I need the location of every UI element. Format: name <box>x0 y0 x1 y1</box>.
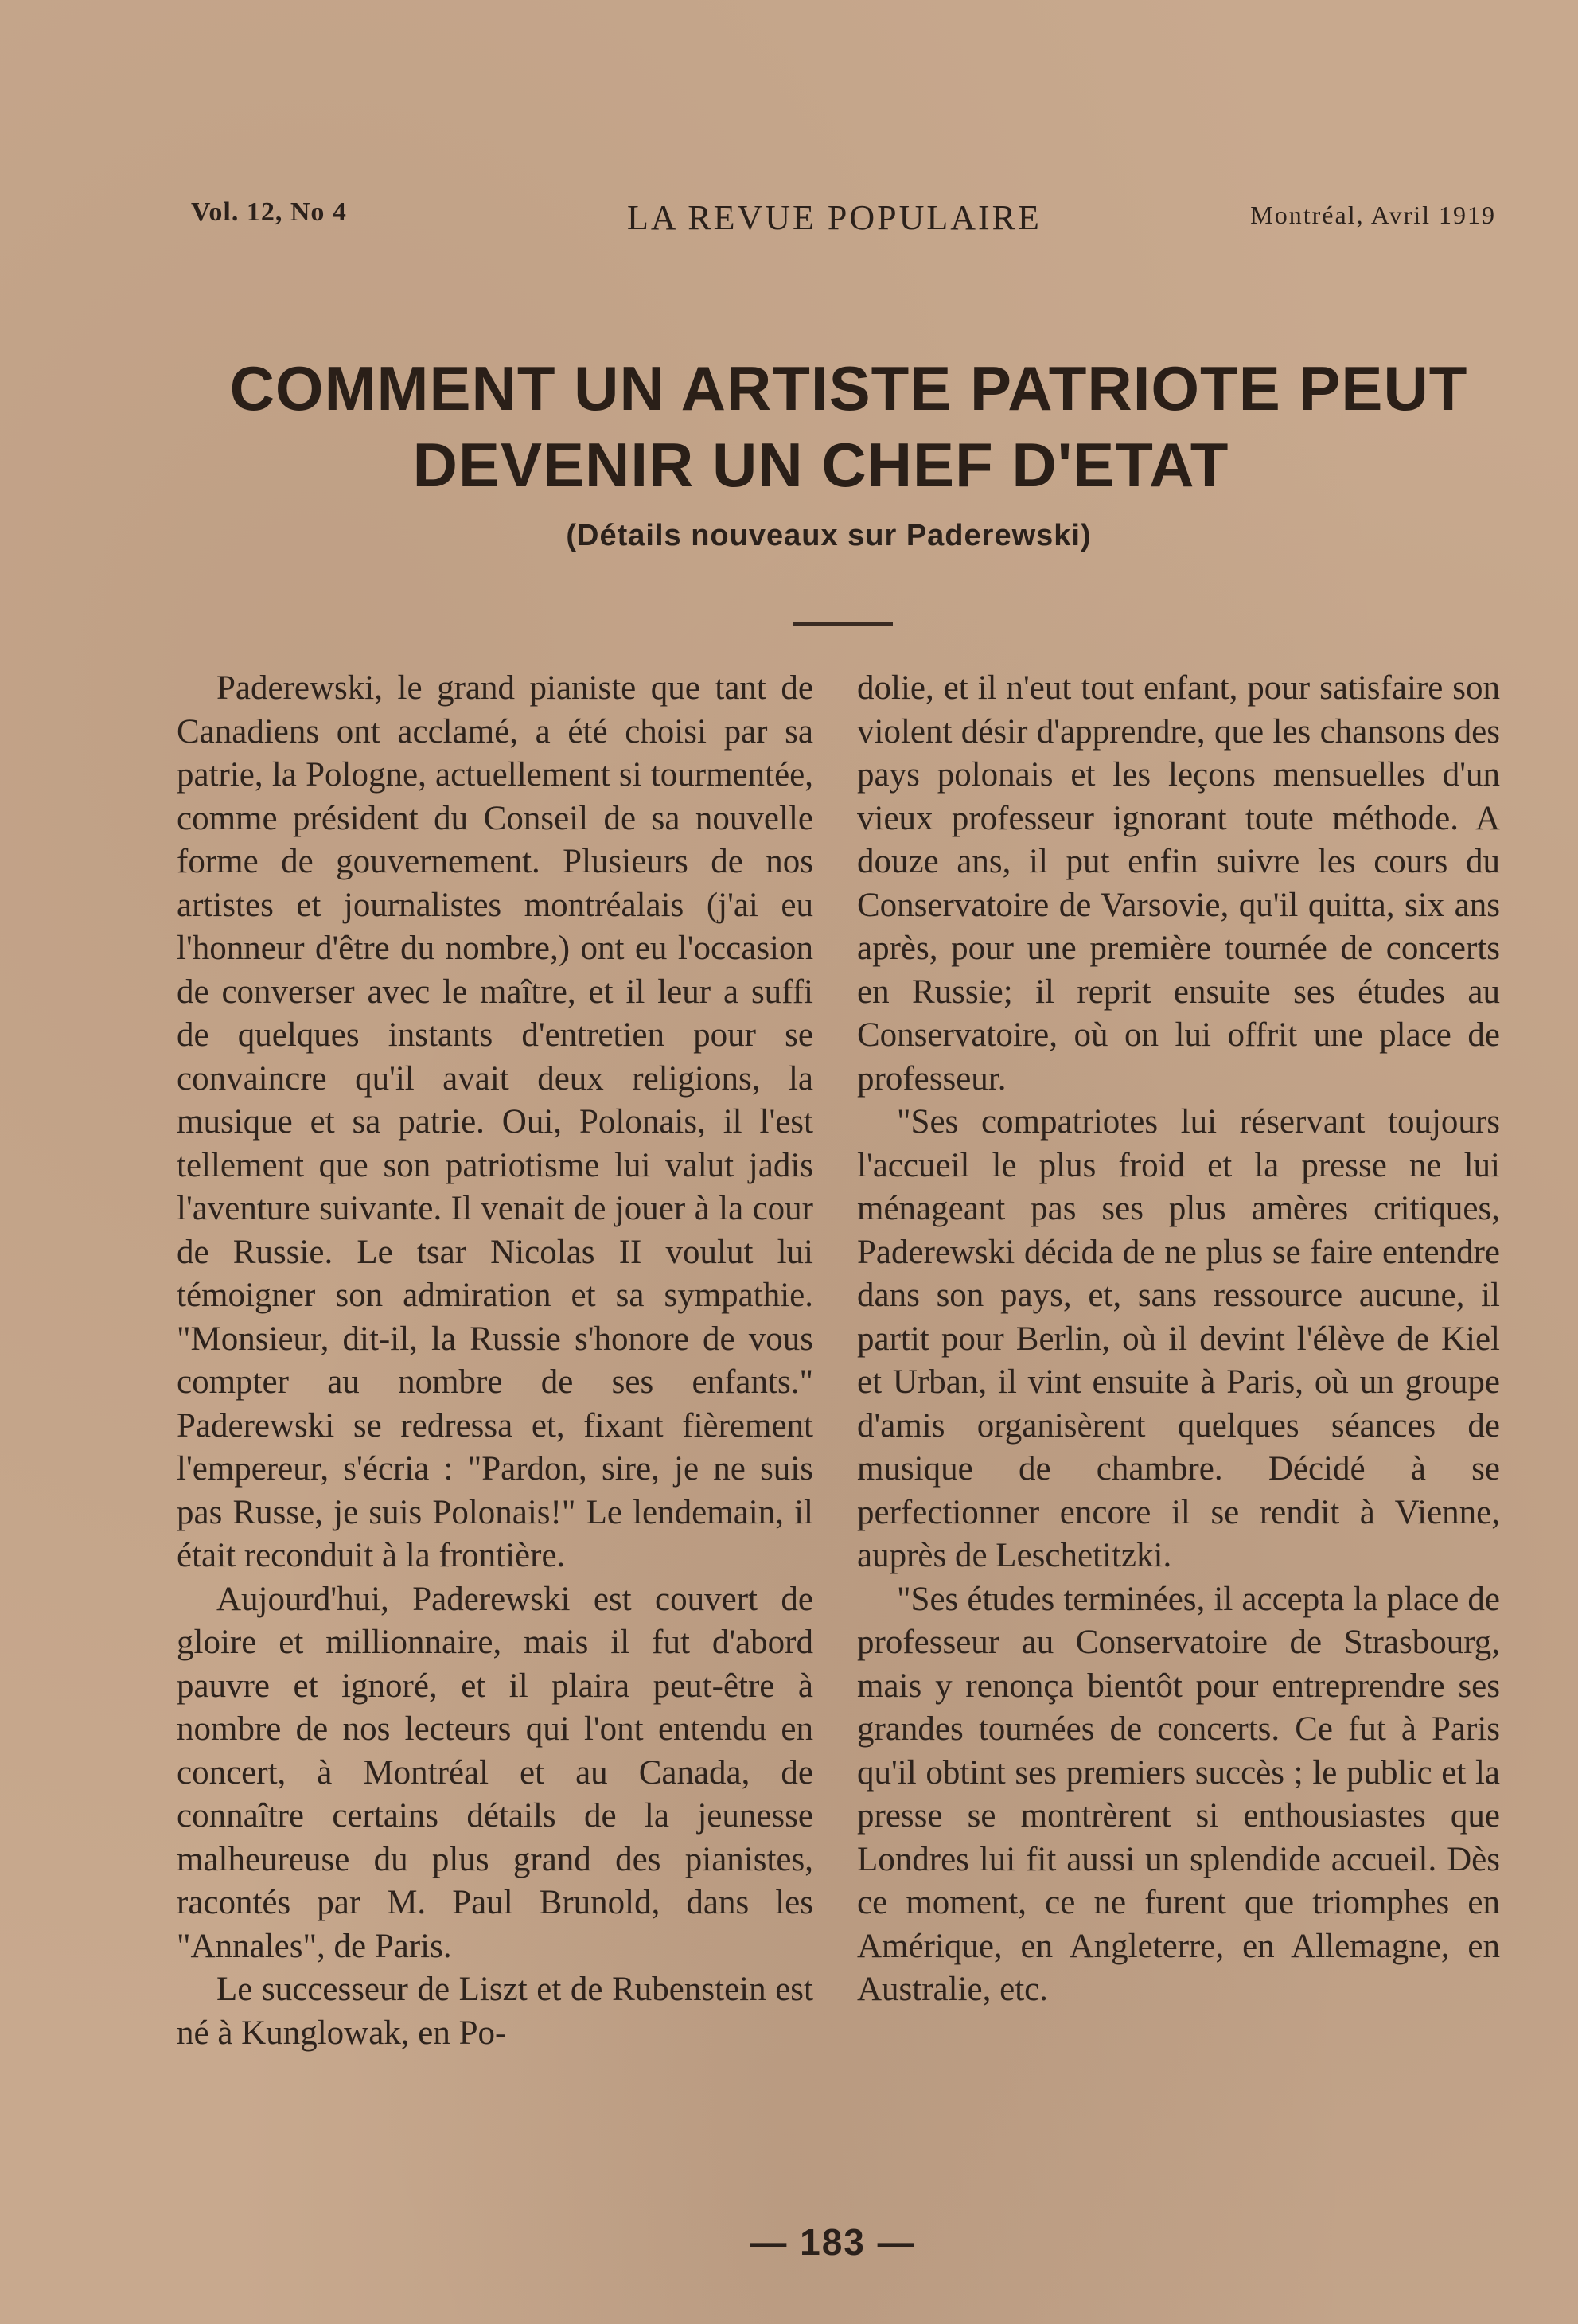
publication-name: LA REVUE POPULAIRE <box>627 198 1042 237</box>
article-title <box>0 350 1578 503</box>
running-header <box>191 197 1496 245</box>
title-divider <box>793 622 893 626</box>
right-column <box>857 667 1500 2012</box>
article-title-line-1: COMMENT UN ARTISTE PATRIOTE PEUT <box>229 353 1468 423</box>
volume-number: Vol. 12, No 4 <box>191 197 347 227</box>
paragraph: Paderewski, le grand pianiste que tant de Canadiens ont acclamé, a été choisi par sa patrie, la Pologne, actuellement si tourmentée, comme président du Conseil de sa nouvelle forme de gouvernement. Plusieurs de nos artistes et journalistes montréalais (j'ai eu l'honneur d'être du nombre,) ont eu l'occasion de converser avec le maître, et il leur a suffi de quelques instants d'entretien pour se convaincre qu'il avait deux religions, la musique et sa patrie. Oui, Polonais, il l'est tellement que son patriotisme lui valut jadis l'aventure suivante. Il venait de jouer à la cour de Russie. Le tsar Nicolas II voulut lui témoigner son admiration et sa sympathie. "Monsieur, dit-il, la Russie s'honore de vous compter au nombre de ses enfants." Paderewski se redressa et, fixant fièrement l'empereur, s'écria : "Pardon, sire, je ne suis pas Russe, je suis Polonais!" Le lendemain, il était reconduit à la frontière. <box>177 669 813 1574</box>
article-title-line-2: DEVENIR UN CHEF D'ETAT <box>412 430 1229 500</box>
paragraph: "Ses études terminées, il accepta la place de professeur au Conservatoire de Strasbourg, mais y renonça bientôt pour entreprendre ses grandes tournées de concerts. Ce fut à Paris qu'il obtint ses premiers succès ; le public et la presse se montrèrent si enthousiastes que Londres lui fit aussi un splendide accueil. Dès ce moment, ce ne furent que triomphes en Amérique, en Angleterre, en Allemagne, en Australie, etc. <box>857 1580 1500 2008</box>
left-column <box>177 667 813 2055</box>
paragraph: "Ses compatriotes lui réservant toujours l'accueil le plus froid et la presse ne lui ménageant pas ses plus amères critiques, Paderewski décida de ne plus se faire entendre dans son pays, et, sans ressource aucune, il partit pour Berlin, où il devint l'élève de Kiel et Urban, il vint ensuite à Paris, où un groupe d'amis organisèrent quelques séances de musique de chambre. Décidé à se perfectionner encore il se rendit à Vienne, auprès de Leschetitzki. <box>857 1103 1500 1574</box>
page-number: — 183 — <box>750 2221 916 2263</box>
paragraph: Aujourd'hui, Paderewski est couvert de gloire et millionnaire, mais il fut d'abord pauvre et ignoré, et il plaira peut-être à nombre de nos lecteurs qui l'ont entendu en concert, à Montréal et au Canada, de connaître certains détails de la jeunesse malheureuse du plus grand des pianistes, racontés par M. Paul Brunold, dans les "Annales", de Paris. <box>177 1580 813 1965</box>
paragraph: Le successeur de Liszt et de Rubenstein est né à Kunglowak, en Po- <box>177 1971 813 2052</box>
place-date: Montréal, Avril 1919 <box>1250 201 1496 229</box>
paragraph: dolie, et il n'eut tout enfant, pour satisfaire son violent désir d'apprendre, que les chansons des pays polonais et les leçons mensuelles d'un vieux professeur ignorant toute méthode. A douze ans, il put enfin suivre les cours du Conservatoire de Varsovie, qu'il quitta, six ans après, pour une première tournée de concerts en Russie; il reprit ensuite ses études au Conservatoire, où on lui offrit une place de professeur. <box>857 669 1500 1098</box>
article-subtitle: (Détails nouveaux sur Paderewski) <box>566 519 1092 552</box>
